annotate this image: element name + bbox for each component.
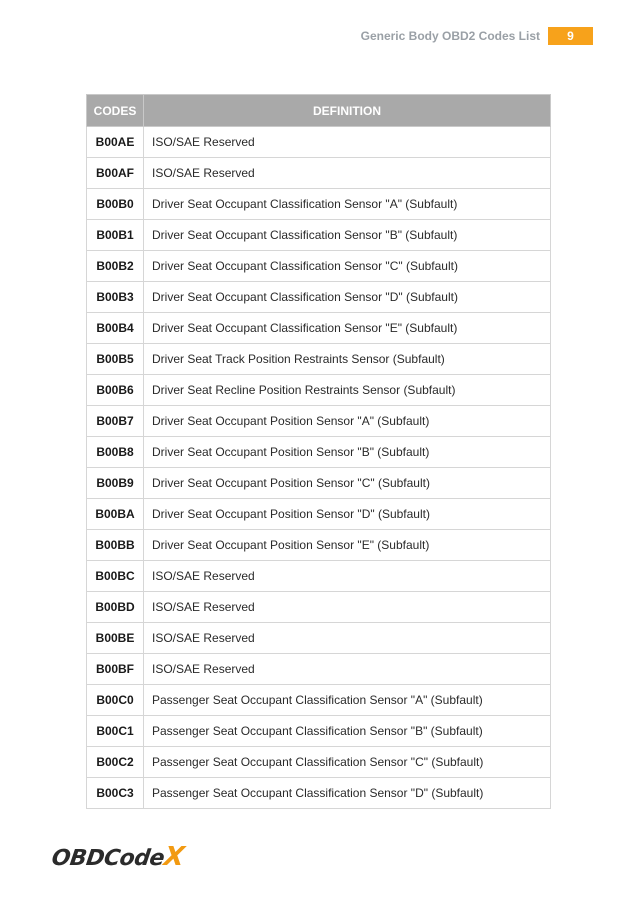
document-title: Generic Body OBD2 Codes List	[360, 29, 540, 43]
table-row	[87, 716, 551, 747]
definition-cell: ISO/SAE Reserved	[144, 127, 551, 158]
table-row	[87, 406, 551, 437]
definition-cell: Driver Seat Occupant Classification Sensor "E" (Subfault)	[144, 313, 551, 344]
definition-cell: Driver Seat Occupant Classification Sensor "A" (Subfault)	[144, 189, 551, 220]
definition-cell: ISO/SAE Reserved	[144, 623, 551, 654]
table-row	[87, 158, 551, 189]
definition-column-header: DEFINITION	[144, 95, 551, 127]
table-row	[87, 344, 551, 375]
definition-cell: Passenger Seat Occupant Classification Sensor "C" (Subfault)	[144, 747, 551, 778]
definition-cell: Driver Seat Track Position Restraints Sensor (Subfault)	[144, 344, 551, 375]
codes-table	[86, 94, 551, 809]
code-cell: B00B0	[87, 189, 144, 220]
code-cell: B00BD	[87, 592, 144, 623]
definition-cell: ISO/SAE Reserved	[144, 592, 551, 623]
definition-cell: Driver Seat Recline Position Restraints Sensor (Subfault)	[144, 375, 551, 406]
code-cell: B00B9	[87, 468, 144, 499]
code-cell: B00B2	[87, 251, 144, 282]
code-cell: B00B8	[87, 437, 144, 468]
table-row	[87, 623, 551, 654]
table-row	[87, 654, 551, 685]
code-cell: B00AF	[87, 158, 144, 189]
code-cell: B00B7	[87, 406, 144, 437]
definition-cell: Driver Seat Occupant Position Sensor "A" (Subfault)	[144, 406, 551, 437]
code-cell: B00C2	[87, 747, 144, 778]
code-cell: B00B1	[87, 220, 144, 251]
definition-cell: Driver Seat Occupant Classification Sensor "C" (Subfault)	[144, 251, 551, 282]
definition-cell: ISO/SAE Reserved	[144, 561, 551, 592]
code-cell: B00BF	[87, 654, 144, 685]
table-row	[87, 220, 551, 251]
logo-accent-x: X	[162, 842, 186, 872]
table-row	[87, 468, 551, 499]
table-row	[87, 189, 551, 220]
codes-table-body	[87, 127, 551, 809]
code-cell: B00C3	[87, 778, 144, 809]
definition-cell: ISO/SAE Reserved	[144, 158, 551, 189]
table-row	[87, 499, 551, 530]
code-cell: B00B4	[87, 313, 144, 344]
table-row	[87, 251, 551, 282]
table-row	[87, 747, 551, 778]
definition-cell: Passenger Seat Occupant Classification Sensor "A" (Subfault)	[144, 685, 551, 716]
definition-cell: Passenger Seat Occupant Classification Sensor "B" (Subfault)	[144, 716, 551, 747]
page-number-badge: 9	[548, 27, 593, 45]
table-row	[87, 375, 551, 406]
table-row	[87, 313, 551, 344]
table-row	[87, 437, 551, 468]
definition-cell: Driver Seat Occupant Position Sensor "C" (Subfault)	[144, 468, 551, 499]
table-row	[87, 530, 551, 561]
code-cell: B00BA	[87, 499, 144, 530]
obdcodex-logo	[50, 842, 186, 872]
definition-cell: Driver Seat Occupant Classification Sensor "D" (Subfault)	[144, 282, 551, 313]
code-cell: B00AE	[87, 127, 144, 158]
table-row	[87, 282, 551, 313]
table-row	[87, 127, 551, 158]
code-cell: B00BE	[87, 623, 144, 654]
definition-cell: ISO/SAE Reserved	[144, 654, 551, 685]
definition-cell: Driver Seat Occupant Position Sensor "D" (Subfault)	[144, 499, 551, 530]
definition-cell: Passenger Seat Occupant Classification Sensor "D" (Subfault)	[144, 778, 551, 809]
code-cell: B00C0	[87, 685, 144, 716]
definition-cell: Driver Seat Occupant Position Sensor "B" (Subfault)	[144, 437, 551, 468]
table-row	[87, 592, 551, 623]
code-cell: B00BC	[87, 561, 144, 592]
codes-column-header: CODES	[87, 95, 144, 127]
code-cell: B00B3	[87, 282, 144, 313]
table-header-row	[87, 95, 551, 127]
table-row	[87, 685, 551, 716]
code-cell: B00C1	[87, 716, 144, 747]
logo-main-text: OBDCode	[50, 846, 166, 871]
table-row	[87, 778, 551, 809]
table-row	[87, 561, 551, 592]
code-cell: B00B6	[87, 375, 144, 406]
code-cell: B00BB	[87, 530, 144, 561]
definition-cell: Driver Seat Occupant Position Sensor "E" (Subfault)	[144, 530, 551, 561]
page-header	[361, 27, 593, 45]
code-cell: B00B5	[87, 344, 144, 375]
definition-cell: Driver Seat Occupant Classification Sensor "B" (Subfault)	[144, 220, 551, 251]
